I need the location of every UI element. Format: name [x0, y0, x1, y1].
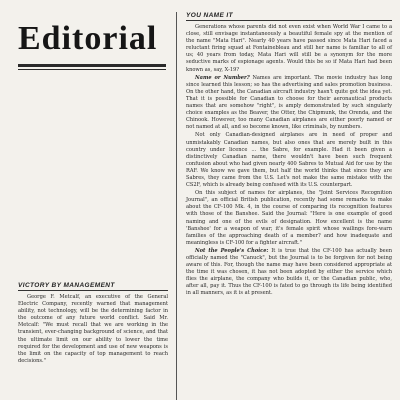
left-paragraph: George F. Metcalf, an executive of the General Electric Company, recently warned that management ability, not technology, will be the determining factor in the outcome of any future world conflict. Said Mr. Metcalf: "We must recall that we are working in the transient, ever-changing background of science, and that the ultimate limit on our ability to lower the time required for the development and use of new weapons is the limit on the capacity of top management to reach decisions."	[18, 294, 168, 364]
section-body: It is true that the CF-100 has actually been officially named the "Canuck", but the Journal is to be forgiven for not being aware of this. For, though the name may have been considered appropriate at the time it was chosen, it has not been adopted by either the service which flies the airplane, the company who builds it, or the Canadian public, who, after all, pay it. Thus the CF-100 is fated to go through its life being identified in all manners, as it is at present.	[186, 247, 392, 297]
section-name-or-number	[186, 75, 392, 132]
column-divider	[176, 12, 177, 400]
intro-paragraph: Generations whose parents did not even exist when World War I came to a close, still envisage instantaneously a beautiful female spy at the mention of the name "Mata Hari". Nearly 40 years have passed since Mata Hari faced a reluctant firing squad at Fontainebleau and still her name is familiar to all of us; 40 years from today, Mata Hari will still be a synonym for the more seductive marks of espionage agents. Would this be so if Mata Hari had been known as, say, X-19?	[186, 24, 392, 73]
heading-rule-thin	[18, 69, 166, 70]
paragraph: On this subject of names for airplanes, the "Joint Services Recognition Journal", an official British publication, recently had some remarks to make about the CF-100 Mk. 4, in the course of comparing its recognition features with those of the Banshee. Said the Journal: "Here is one example of good naming and one of the evils of designation. How excellent is the name 'Banshee' for a weapon of war; it's female spirit whose wailings fore-warn families of the approaching death of a member? and how inadequate and meaningless is CF-100 for a fighter aircraft."	[186, 190, 392, 246]
left-kicker: VICTORY BY MANAGEMENT	[18, 282, 168, 291]
right-column	[186, 12, 392, 299]
paragraph: Not only Canadian-designed airplanes are in need of proper and unmistakably Canadian names, but also ones that are merely built in this country under licence ... the Sabre, for example. Had it been given a distinctively Canadian name, there wouldn't have been such frequent confusion about who had given nearly 400 Sabres to Mutual Aid for use by the RAF. We know we gave them, but half the world thinks that since they are Sabres, they came from the U.S. Let's not make the same mistake with the CS2F, which is already being confused with its U.S. counterpart.	[186, 132, 392, 189]
section-head: Name or Number?	[195, 74, 250, 81]
heading-rule-thick	[18, 64, 166, 67]
section-not-peoples-choice	[186, 248, 392, 298]
right-kicker: YOU NAME IT	[186, 12, 392, 21]
left-column	[18, 282, 168, 366]
editorial-heading: Editorial	[18, 20, 158, 57]
section-head: Not the People's Choice:	[195, 247, 269, 254]
section-body: Names are important. The movie industry has long since learned this lesson; so has the advertising and sales promotion business. On the other hand, the Canadian aircraft industry hasn't quite got the idea yet. That it is possible for Canadian to choose for their aeronautical products names that are somehow "right", is amply demonstrated by such singularly choice examples as the Beaver, the Otter, the Chipmunk, the Orenda, and the Chinook. However, too many Canadian airplanes are either poorly named or not named at all, and so become known, like criminals, by numbers.	[186, 74, 393, 131]
